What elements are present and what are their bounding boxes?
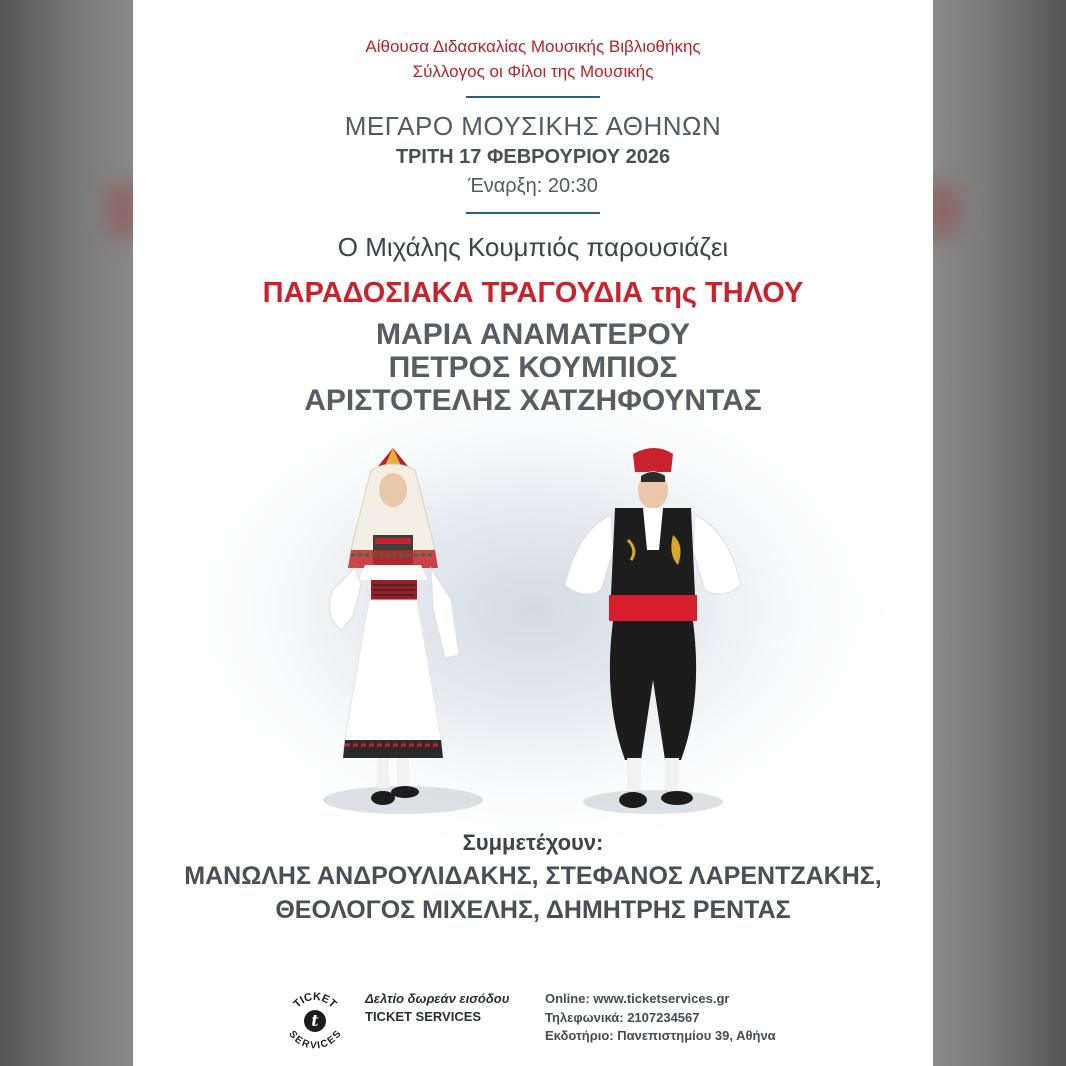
start-time: Έναρξη: 20:30 [468, 175, 598, 197]
venue-line-1: Αίθουσα Διδασκαλίας Μουσικής Βιβλιοθήκης [365, 37, 701, 56]
artist-name: ΑΡΙΣΤΟΤΕΛΗΣ ΧΑΤΖΗΦΟΥΝΤΑΣ [304, 384, 762, 417]
costume-figures [293, 440, 773, 835]
participants-heading: Συμμετέχουν: [462, 830, 604, 855]
artist-name: ΜΑΡΙΑ ΑΝΑΜΑΤΕΡΟΥ [376, 318, 690, 351]
phone-number: Τηλεφωνικά: 2107234567 [545, 1010, 700, 1025]
online-link[interactable]: Online: www.ticketservices.gr [545, 991, 730, 1006]
logo-text-bottom: SERVICES [286, 1028, 344, 1052]
ticket-services-logo-icon [283, 988, 347, 1052]
divider-top [466, 96, 600, 98]
svg-text:TICKET [291, 991, 339, 1011]
box-office-address: Εκδοτήριο: Πανεπιστημίου 39, Αθήνα [545, 1028, 776, 1043]
show-title: ΠΑΡΑΔΟΣΙΑΚΑ ΤΡΑΓΟΥΔΙΑ της ΤΗΛΟΥ [262, 277, 804, 309]
event-date: ΤΡΙΤΗ 17 ΦΕΒΡΟΥΡΙΟΥ 2026 [395, 146, 671, 168]
logo-text-top: TICKET [291, 990, 339, 1011]
participants-line-1: ΜΑΝΩΛΗΣ ΑΝΔΡΟΥΛΙΔΑΚΗΣ, ΣΤΕΦΑΝΟΣ ΛΑΡΕΝΤΖΑΚΗΣ, [184, 862, 882, 890]
artist-name: ΠΕΤΡΟΣ ΚΟΥΜΠΙΟΣ [388, 351, 678, 384]
woman-costume-figure-icon [323, 448, 483, 814]
hall-name: ΜΕΓΑΡΟ ΜΟΥΣΙΚΗΣ ΑΘΗΝΩΝ [344, 111, 722, 141]
background-blur-right [933, 0, 1066, 1066]
divider-bottom [466, 212, 600, 214]
background-blur-left [0, 0, 133, 1066]
presenter-line: Ο Μιχάλης Κουμπιός παρουσιάζει [337, 232, 729, 262]
logo-letter: t [311, 1011, 319, 1030]
ticket-footer [133, 980, 933, 1060]
man-costume-figure-icon [565, 448, 741, 814]
free-entry-label: Δελτίο δωρεάν εισόδου [365, 991, 510, 1006]
ticket-provider: TICKET SERVICES [365, 1009, 482, 1024]
participants-line-2: ΘΕΟΛΟΓΟΣ ΜΙΧΕΛΗΣ, ΔΗΜΗΤΡΗΣ ΡΕΝΤΑΣ [275, 896, 791, 924]
venue-line-2: Σύλλογος οι Φίλοι της Μουσικής [412, 62, 654, 81]
event-poster [133, 0, 933, 1066]
svg-text:SERVICES [286, 1029, 343, 1052]
